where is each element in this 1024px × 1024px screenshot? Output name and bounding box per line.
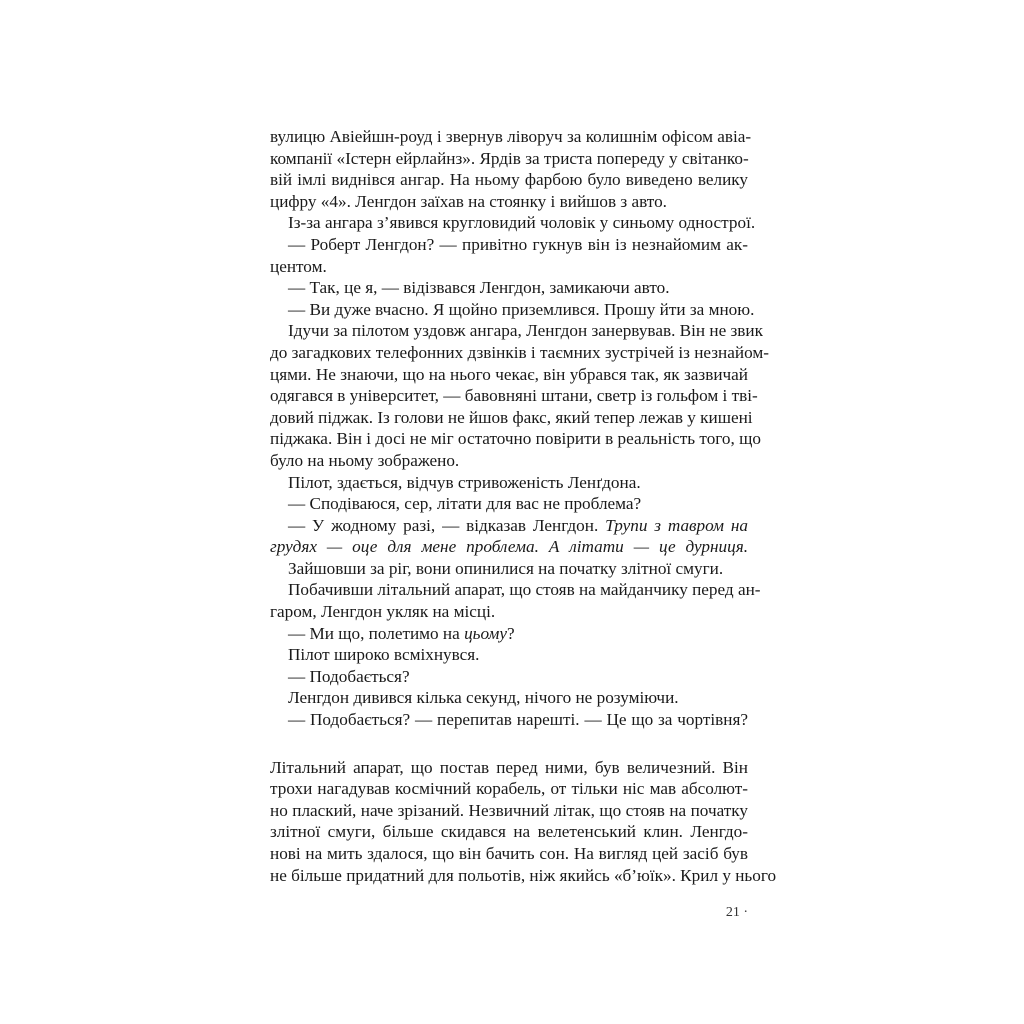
text-line — [270, 666, 748, 688]
text-line — [270, 558, 748, 580]
body-text — [270, 126, 777, 886]
text-line — [270, 757, 748, 779]
line-text: вулицю Авіейшн-роуд і звернув ліворуч за колишнім офісом авіа- — [270, 127, 752, 146]
text-line — [270, 601, 748, 623]
text-line — [270, 843, 748, 865]
italic-text: грудях — оце для мене проблема. А літати — це дурниця. — [270, 537, 748, 557]
text-line — [270, 299, 755, 321]
line-text: — Подобається? — перепитав нарешті. — Це що за чортівня? — [288, 710, 748, 730]
text-line — [270, 320, 763, 342]
text-line — [270, 450, 748, 472]
line-text: — Ви дуже вчасно. Я щойно приземлився. Прошу йти за мною. — [288, 299, 755, 319]
text-line — [270, 407, 753, 429]
line-text: одягався в університет, — бавовняні штани, светр із гольфом і тві- — [270, 386, 758, 406]
text-line — [270, 428, 761, 450]
line-text: Побачивши літальний апарат, що стояв на майданчику перед ан- — [288, 580, 761, 600]
line-text: компанії «Істерн ейрлайнз». Ярдів за триста попереду у світанко- — [270, 148, 749, 168]
line-text: Пілот широко всміхнувся. — [288, 645, 480, 665]
text-line — [270, 623, 748, 645]
line-text: піджака. Він і досі не міг остаточно повірити в реальність того, що — [270, 429, 761, 449]
line-text: Літальний апарат, що постав перед ними, був величезний. Він — [270, 757, 748, 777]
line-text: — Роберт Ленгдон? — привітно гукнув він із незнайомим ак- — [288, 234, 748, 254]
text-line — [270, 234, 748, 256]
line-text: Зайшовши за ріг, вони опинилися на початку злітної смуги. — [288, 558, 724, 578]
line-text: до загадкових телефонних дзвінків і таємних зустрічей із незнайом- — [270, 342, 769, 362]
section-break — [270, 731, 748, 757]
text-line — [270, 364, 748, 386]
line-text: Із-за ангара з’явився кругловидий чоловік у синьому однострої. — [288, 213, 756, 233]
text-line — [270, 385, 758, 407]
line-text: — У жодному разі, — відказав Ленгдон. — [288, 515, 606, 535]
text-line — [270, 778, 748, 800]
line-text: — Сподіваюся, сер, літати для вас не проблема? — [288, 494, 642, 514]
text-line — [270, 191, 748, 213]
text-line — [270, 709, 748, 731]
text-line — [270, 821, 748, 843]
text-line — [270, 169, 748, 191]
text-line — [270, 515, 748, 537]
line-text-tail: ? — [507, 623, 515, 643]
line-text: цифру «4». Ленгдон заїхав на стоянку і вийшов з авто. — [270, 191, 667, 211]
text-line — [270, 579, 761, 601]
line-text: центом. — [270, 256, 327, 276]
text-line — [270, 687, 748, 709]
line-text: Ленгдон дивився кілька секунд, нічого не розуміючи. — [288, 688, 679, 708]
italic-text: Трупи з тавром на — [605, 515, 748, 535]
line-text: нові на мить здалося, що він бачить сон. На вигляд цей засіб був — [270, 844, 748, 863]
text-line — [270, 536, 748, 558]
line-text: не більше придатний для польотів, ніж якийсь «б’юїк». Крил у нього — [270, 865, 777, 885]
text-line — [270, 148, 748, 170]
text-line — [270, 277, 748, 299]
text-line — [270, 126, 752, 148]
text-section-2 — [270, 757, 777, 887]
line-text: злітної смуги, більше скидався на велетенський клин. Ленгдо- — [270, 822, 748, 842]
line-text: цями. Не знаючи, що на нього чекає, він убрався так, як зазвичай — [270, 364, 748, 384]
line-text: трохи нагадував космічний корабель, от тільки ніс мав абсолют- — [270, 779, 748, 799]
line-text: Пілот, здається, відчув стривоженість Ленґдона. — [288, 472, 641, 492]
page-number: 21 · — [725, 905, 748, 920]
line-text: Ідучи за пілотом уздовж ангара, Ленгдон занервував. Він не звик — [288, 321, 763, 341]
text-line — [270, 212, 756, 234]
text-line — [270, 472, 748, 494]
line-text: довий піджак. Із голови не йшов факс, який тепер лежав у кишені — [270, 407, 753, 427]
text-line — [270, 644, 748, 666]
line-text: гаром, Ленгдон укляк на місці. — [270, 602, 496, 622]
text-line — [270, 342, 769, 364]
italic-text: цьому — [464, 623, 508, 643]
line-text: — Ми що, полетимо на — [288, 623, 465, 643]
text-line — [270, 493, 748, 515]
text-line — [270, 800, 748, 822]
line-text: — Так, це я, — відізвався Ленгдон, замикаючи авто. — [288, 278, 670, 298]
line-text: вій імлі виднівся ангар. На ньому фарбою було виведено велику — [270, 170, 748, 190]
line-text: було на ньому зображено. — [270, 450, 460, 470]
text-section-1 — [270, 126, 769, 731]
text-line — [270, 865, 777, 887]
line-text: но плаский, наче зрізаний. Незвичний літак, що стояв на початку — [270, 800, 748, 820]
text-line — [270, 256, 748, 278]
line-text: — Подобається? — [288, 666, 410, 686]
